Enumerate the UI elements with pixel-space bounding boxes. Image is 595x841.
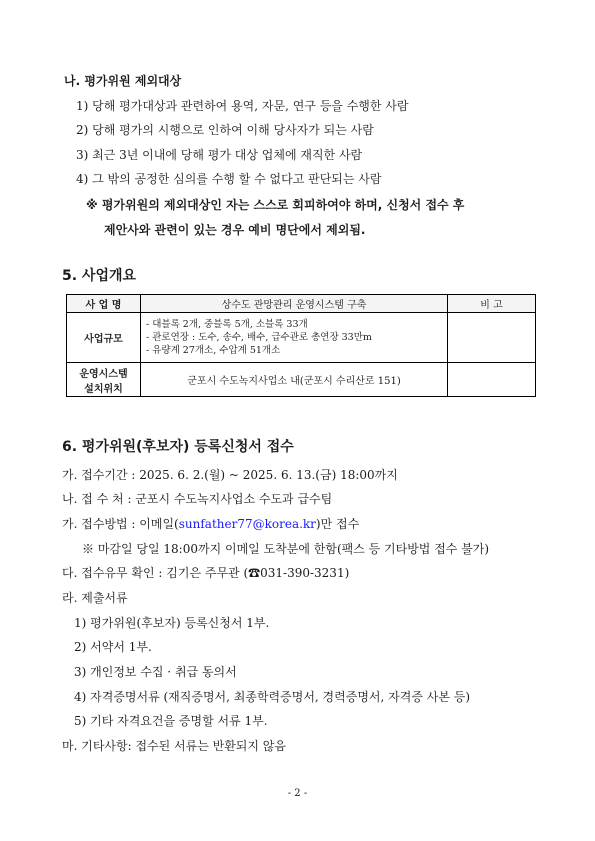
project-name-label: 사 업 명 <box>67 295 141 313</box>
document-item: 1) 평가위원(후보자) 등록신청서 1부. <box>74 616 270 630</box>
method-suffix: )만 접수 <box>315 517 360 531</box>
table-row <box>67 295 536 313</box>
documents-heading: 라. 제출서류 <box>62 591 128 605</box>
etc-note: 마. 기타사항: 접수된 서류는 반환되지 않음 <box>62 739 286 753</box>
document-item: 4) 자격증명서류 (재직증명서, 최종학력증명서, 경력증명서, 자격증 사본 등) <box>74 690 470 704</box>
install-location-label-line1: 운영시스템 <box>79 368 128 380</box>
project-name-value: 상수도 관망관리 운영시스템 구축 <box>141 295 448 313</box>
install-location-label <box>67 363 141 397</box>
scale-item: - 관로연장 : 도수, 송수, 배수, 급수관로 총연장 33만m <box>146 332 372 343</box>
scale-item: - 대블록 2개, 중블록 5개, 소블록 33개 <box>146 319 308 330</box>
document-item: 3) 개인정보 수집 · 취급 동의서 <box>74 665 237 679</box>
remark-label: 비 고 <box>448 295 536 313</box>
project-overview-table <box>66 294 536 397</box>
method-prefix: 가. 접수방법 : 이메일( <box>62 517 179 531</box>
exclusion-note-line2: 제안사와 관련이 있는 경우 예비 명단에서 제외됨. <box>104 223 366 237</box>
exclusion-item: 3) 최근 3년 이내에 당해 평가 대상 업체에 재직한 사람 <box>76 148 363 162</box>
registration-period: 가. 접수기간 : 2025. 6. 2.(월) ~ 2025. 6. 13.(금) 18:00까지 <box>62 468 398 482</box>
page-number: - 2 - <box>287 788 308 799</box>
registration-contact: 다. 접수유무 확인 : 김기은 주무관 (☎031-390-3231) <box>62 566 350 580</box>
remark-cell <box>448 363 536 397</box>
registration-place: 나. 접 수 처 : 군포시 수도녹지사업소 수도과 급수팀 <box>62 492 333 506</box>
exclusion-note-line1: ※ 평가위원의 제외대상인 자는 스스로 회피하여야 하며, 신청서 접수 후 <box>86 198 465 212</box>
install-location-value: 군포시 수도녹지사업소 내(군포시 수리산로 151) <box>141 363 448 397</box>
overview-heading: 5. 사업개요 <box>62 268 137 284</box>
project-scale-value <box>141 313 448 363</box>
exclusion-item: 1) 당해 평가대상과 관련하여 용역, 자문, 연구 등을 수행한 사람 <box>76 99 409 113</box>
method-note: ※ 마감일 당일 18:00까지 이메일 도착분에 한함(팩스 등 기타방법 접수 불가) <box>82 542 490 556</box>
project-scale-label: 사업규모 <box>67 313 141 363</box>
exclusion-heading: 나. 평가위원 제외대상 <box>64 74 182 88</box>
contact-email-link[interactable]: sunfather77@korea.kr <box>178 517 316 531</box>
install-location-label-line2: 설치위치 <box>84 383 123 395</box>
exclusion-item: 2) 당해 평가의 시행으로 인하여 이해 당사자가 되는 사람 <box>76 123 374 137</box>
table-row <box>67 313 536 363</box>
scale-item: - 유량계 27개소, 수압계 51개소 <box>146 345 281 356</box>
remark-cell <box>448 313 536 363</box>
document-item: 5) 기타 자격요건을 증명할 서류 1부. <box>74 714 268 728</box>
registration-method <box>62 515 359 532</box>
registration-heading: 6. 평가위원(후보자) 등록신청서 접수 <box>62 439 294 455</box>
document-item: 2) 서약서 1부. <box>74 640 152 654</box>
table-row <box>67 363 536 397</box>
exclusion-item: 4) 그 밖의 공정한 심의를 수행 할 수 없다고 판단되는 사람 <box>76 172 382 186</box>
